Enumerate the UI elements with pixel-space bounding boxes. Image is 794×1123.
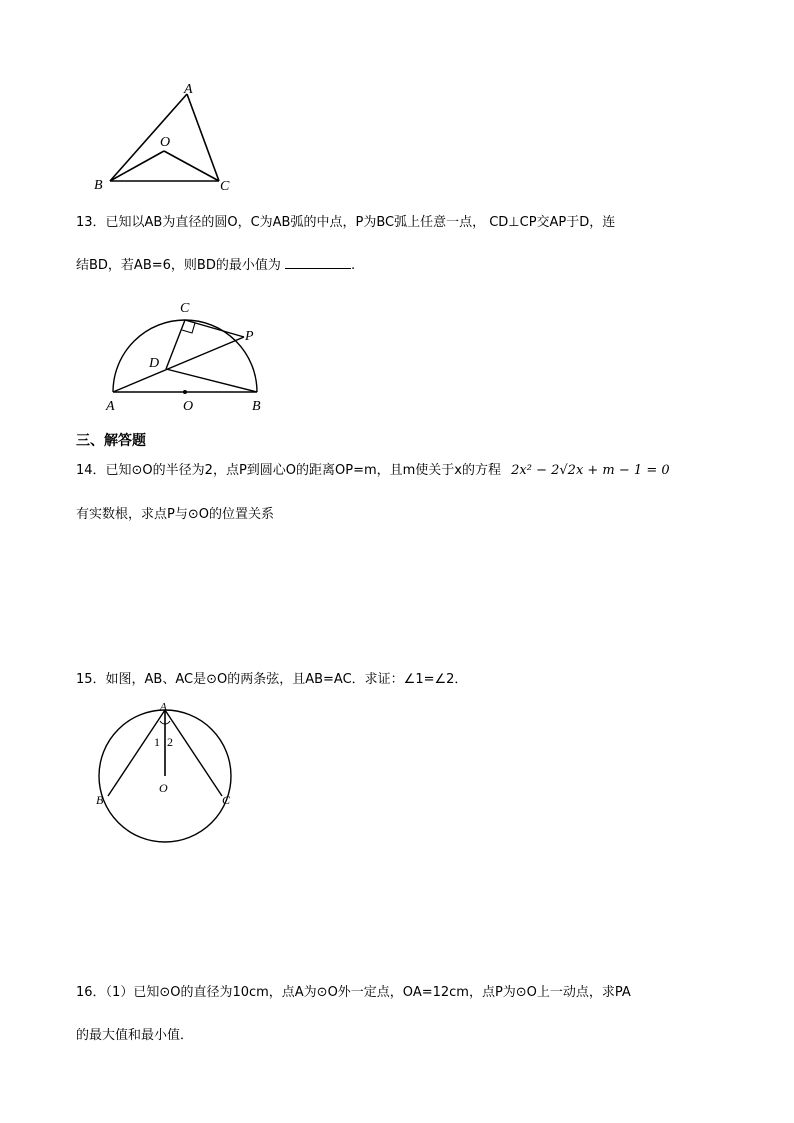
- q16-line-1: 16．（1）已知⊙O的直径为10cm，点A为⊙O外一定点，OA=12cm，点P为⊙O上一动点，求PA: [76, 985, 631, 1000]
- label-b: B: [94, 178, 103, 193]
- q15-line-1: 15．如图，AB、AC是⊙O的两条弦，且AB=AC．求证：∠1=∠2．: [76, 672, 468, 687]
- label-a: A: [184, 82, 193, 97]
- q14-line-2: 有实数根，求点P与⊙O的位置关系: [76, 507, 274, 522]
- q16-line-2: 的最大值和最小值．: [76, 1028, 194, 1043]
- q13-line-2-text: 结BD，若AB=6，则BD的最小值为: [76, 258, 281, 273]
- circle-chords-figure: [92, 700, 242, 845]
- triangle-abc-figure: [86, 80, 256, 195]
- label-d: D: [149, 356, 160, 371]
- label-c: C: [220, 179, 230, 194]
- segment-ab: [110, 94, 187, 181]
- chord-ab: [108, 710, 165, 796]
- label-a: A: [160, 701, 167, 713]
- segment-db: [166, 369, 257, 392]
- semicircle-figure: [100, 296, 275, 416]
- label-c: C: [180, 301, 190, 316]
- segment-cd: [166, 320, 185, 369]
- section-title: 三、解答题: [76, 433, 146, 449]
- q14-line-1: [76, 462, 670, 480]
- label-angle-2: 2: [167, 735, 173, 749]
- label-b: B: [252, 399, 261, 414]
- segment-ob: [110, 151, 164, 181]
- label-o: O: [183, 399, 194, 414]
- label-b: B: [96, 793, 104, 807]
- q13-line-2: [76, 256, 355, 275]
- center-point: [183, 390, 187, 394]
- q14-equation: 2x² − 2√2x + m − 1 = 0: [511, 463, 670, 478]
- segment-oc: [164, 151, 219, 181]
- label-c: C: [222, 793, 231, 807]
- label-angle-1: 1: [154, 735, 160, 749]
- q13-line-2-end: .: [350, 258, 356, 273]
- answer-blank[interactable]: [285, 256, 351, 269]
- segment-ac: [187, 94, 219, 181]
- chord-ac: [165, 710, 222, 796]
- q14-text: 14．已知⊙O的半径为2，点P到圆心O的距离OP=m，且m使关于x的方程: [76, 463, 501, 478]
- q13-line-1: 13．已知以AB为直径的圆O，C为AB弧的中点，P为BC弧上任意一点， CD⊥CP交AP于D，连: [76, 215, 616, 230]
- label-p: P: [245, 329, 254, 344]
- label-a: A: [106, 399, 115, 414]
- label-o: O: [160, 135, 171, 150]
- label-o: O: [159, 781, 168, 795]
